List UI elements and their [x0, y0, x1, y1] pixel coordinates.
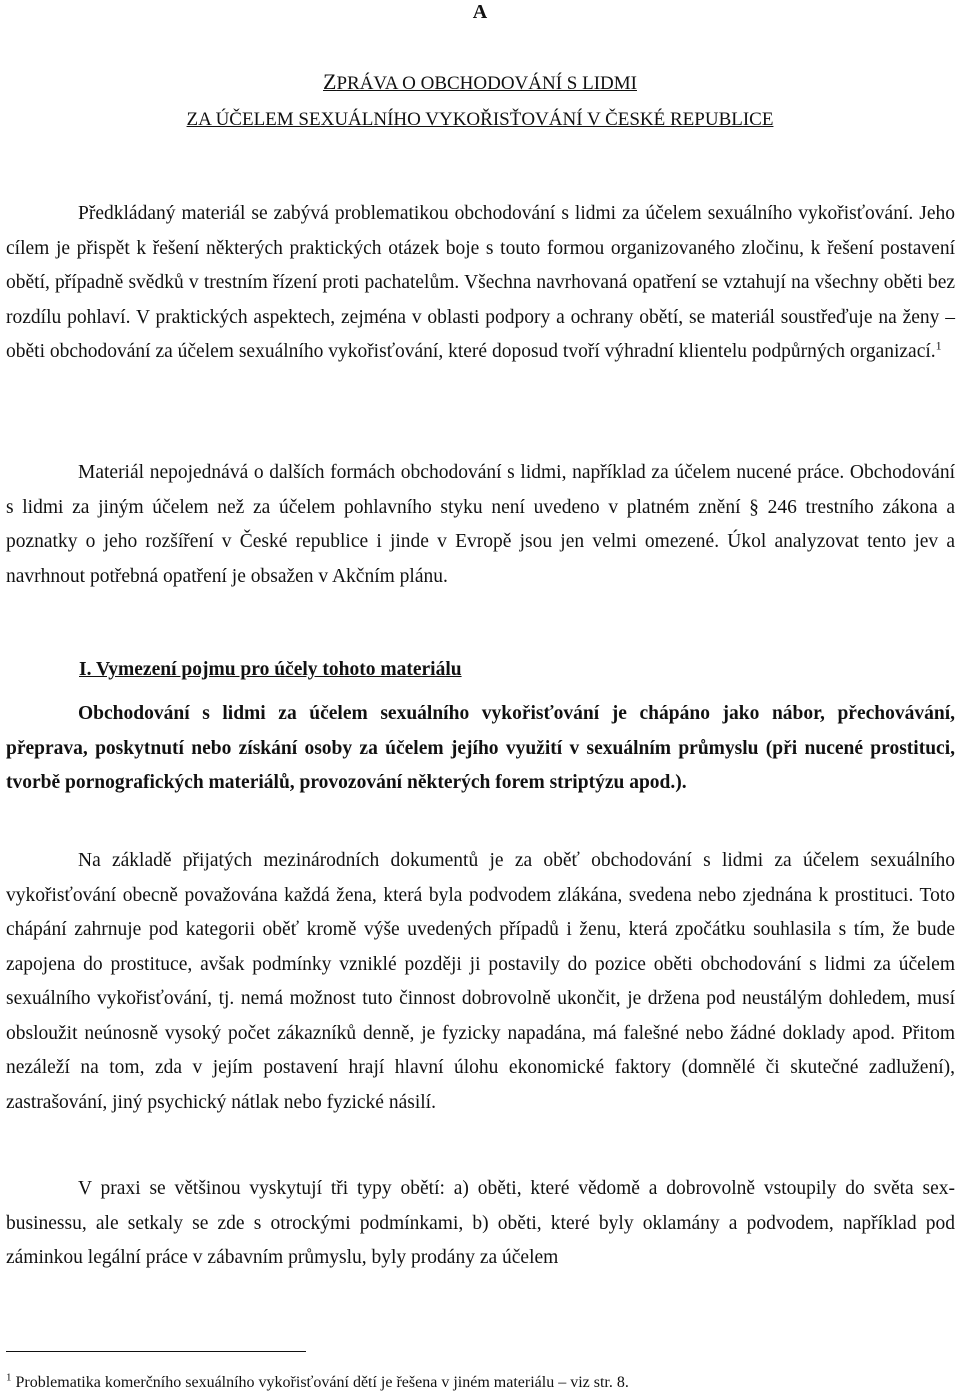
footnote-reference: 1: [935, 338, 942, 353]
document-title-line2: ZA ÚČELEM SEXUÁLNÍHO VYKOŘISŤOVÁNÍ V ČESKÉ REPUBLICE: [186, 109, 774, 130]
definition-paragraph: [6, 697, 955, 801]
section-heading: I. Vymezení pojmu pro účely tohoto materiálu: [79, 659, 462, 680]
footnote-text: Problematika komerčního sexuálního vykořisťování dětí je řešena v jiném materiálu – viz str. 8.: [15, 1374, 629, 1391]
victim-definition-text: Na základě přijatých mezinárodních dokumentů je za oběť obchodování s lidmi za účelem sexuálního vykořisťování obecně považována každá žena, která byla podvodem zlákána, svedena nebo zjednána k prostituci. Toto chápání zahrnuje pod kategorii oběť kromě výše uvedených případů i ženu, která zpočátku souhlasila s tím, že bude zapojena do prostituce, avšak podmínky vzniklé později ji postavily do pozice oběti obchodování s lidmi za účelem sexuálního vykořisťování, tj. nemá možnost tuto činnost dobrovolně ukončit, je držena pod neustálým dohledem, musí obsloužit neúnosně vysoký počet zákazníků denně, je fyzicky napadána, má falešné nebo žádné doklady apod. Přitom nezáleží na tom, zda v jejím postavení hrají hlavní úlohu ekonomické faktory (domnělé či skutečné zadlužení), zastrašování, jiný psychický nátlak nebo fyzické násilí.: [6, 850, 955, 1113]
scope-paragraph: [6, 456, 955, 594]
annex-letter: A: [472, 1, 488, 23]
victim-types-text: V praxi se většinou vyskytují tři typy obětí: a) oběti, které vědomě a dobrovolně vstoupily do světa sex-businessu, ale setkaly se zde s otrockými podmínkami, b) oběti, které byly oklamány a podvodem, například pod záminkou legální práce v zábavním průmyslu, byly prodány za účelem: [6, 1178, 955, 1268]
intro-paragraph: [6, 197, 955, 370]
scope-text: Materiál nepojednává o dalších formách obchodování s lidmi, například za účelem nucené práce. Obchodování s lidmi za jiným účelem než za účelem pohlavního styku není uvedeno v platném znění § 246 trestního zákona a poznatky o jeho rozšíření v České republice i jinde v Evropě jsou jen velmi omezené. Úkol analyzovat tento jev a navrhnout potřebná opatření je obsažen v Akčním plánu.: [6, 462, 955, 587]
footnote-number: 1: [6, 1371, 12, 1384]
title-initial-cap: Z: [323, 69, 337, 94]
document-title-line1: [0, 70, 960, 96]
victim-types-paragraph: [6, 1172, 955, 1276]
intro-text: Předkládaný materiál se zabývá problematikou obchodování s lidmi za účelem sexuálního vykořisťování. Jeho cílem je přispět k řešení některých praktických otázek boje s touto formou organizovaného zločinu, k řešení postavení obětí, případně svědků v trestním řízení proti pachatelům. Všechna navrhovaná opatření se vztahují na všechny oběti bez rozdílu pohlaví. V praktických aspektech, zejména v oblasti podpory a ochrany obětí, se materiál soustřeďuje na ženy – oběti obchodování za účelem sexuálního vykořisťování, které doposud tvoří výhradní klientelu podpůrných organizací.: [6, 203, 955, 362]
footnote: [6, 1372, 629, 1394]
footnote-separator: [6, 1351, 306, 1352]
definition-text: Obchodování s lidmi za účelem sexuálního vykořisťování je chápáno jako nábor, přechovávání, přeprava, poskytnutí nebo získání osoby za účelem jejího využití v sexuálním průmyslu (při nucené prostituci, tvorbě pornografických materiálů, provozování některých forem striptýzu apod.).: [6, 703, 955, 793]
title-line1-rest: PRÁVA O OBCHODOVÁNÍ S LIDMI: [336, 73, 637, 94]
victim-definition-paragraph: [6, 844, 955, 1120]
